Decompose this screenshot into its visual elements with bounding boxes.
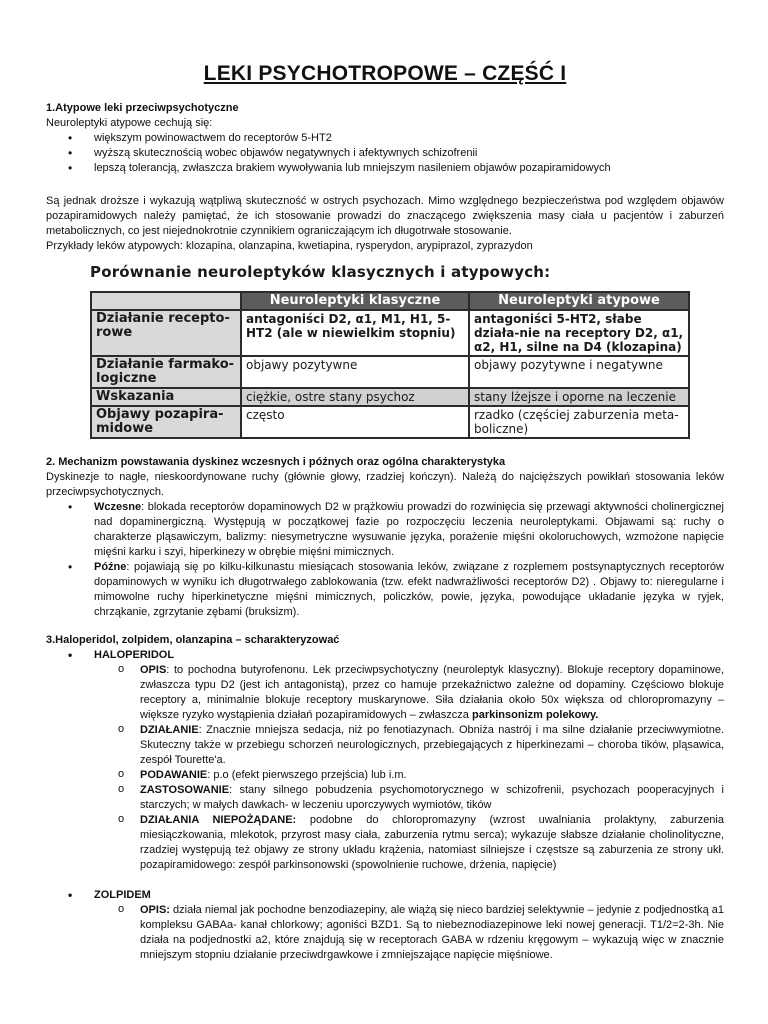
table-row	[91, 388, 689, 406]
section-heading: 2. Mechanizm powstawania dyskinez wczesnych i późnych oraz ogólna charakterystyka	[46, 456, 506, 468]
item-emphasis: parkinsonizm polekowy.	[471, 709, 599, 721]
list-item: • wyższą skutecznością wobec objawów negatywnych i afektywnych schizofrenii	[46, 146, 724, 161]
cell-classic: ciężkie, ostre stany psychoz	[241, 388, 469, 406]
list-item	[46, 723, 724, 768]
item-label: Późne	[94, 561, 127, 573]
section-dyskinesia	[46, 455, 724, 620]
item-text: : p.o (efekt pierwszego przejścia) lub i.m.	[207, 769, 407, 781]
section-zolpidem	[46, 888, 724, 963]
drug-name-haloperidol: • HALOPERIDOL	[46, 648, 724, 663]
section-intro: Neuroleptyki atypowe cechują się:	[46, 117, 213, 129]
bullet-list	[46, 131, 724, 176]
item-text: : Znacznie mniejsza sedacja, niż po fenotiazynach. Obniża nastrój i ma silne działanie przeciwwymiotne. Skuteczny także w przebiegu schorzeń neurologicznych, przebiegających z hiperkinezami – choroba tików, pląsawica, zespół Tourette'a.	[140, 724, 724, 766]
paragraph: Są jednak droższe i wykazują wątpliwą skuteczność w ostrych psychozach. Mimo względnego bezpieczeństwa pod względem objawów pozapiramidowych należy pamiętać, że ich stosowanie prowadzi do znaczącego zwiększenia masy ciała u pacjentów i zaburzeń metabolicznych, co jest niejednokrotnie czynnikiem ograniczającym ich długotrwałe stosowanie.	[46, 195, 724, 237]
column-header-classic: Neuroleptyki klasyczne	[241, 292, 469, 310]
table-corner-cell	[91, 292, 241, 310]
examples-line: Przykłady leków atypowych: klozapina, olanzapina, kwetiapina, rysperydon, arypiprazol, zyprazydon	[46, 240, 533, 252]
row-label: Wskazania	[91, 388, 241, 406]
item-text: : to pochodna butyrofenonu. Lek przeciwpsychotyczny (neuroleptyk klasyczny). Blokuje receptory dopaminowe, zwłaszcza typu D2 (jest ich antagonistą), przez co hamuje przekaźnictwo zależne od dopaminy. Częściowo blokuje receptory a, minimalnie blokuje receptory muskarynowe. Siła działania około 50x większa od chloropromazyny – większe ryzyko wystąpienia działań pozapiramidowych – zwłaszcza	[140, 664, 724, 721]
cell-atypical: rzadko (częściej zaburzenia meta-boliczne)	[469, 406, 689, 438]
cell-classic: objawy pozytywne	[241, 356, 469, 388]
item-text: : blokada receptorów dopaminowych D2 w prążkowiu prowadzi do rozwinięcia się przewagi aktywności cholinergicznej nad dopaminergiczną. Występują w początkowej fazie po rozpoczęciu leczenia neuroleptykami. Objawami są: ruchy o charakterze pląsawiczym, balizmy: niesymetryczne wysuwanie języka, porażenie mięśni okoloruchowych, wzmożone napięcie mięśni karku i szyi, hiperkinezy w obrębie mięśni mimicznych.	[94, 501, 724, 558]
item-label: OPIS:	[140, 904, 170, 916]
list-item	[46, 813, 724, 873]
list-item	[46, 783, 724, 813]
section-heading: 3.Haloperidol, zolpidem, olanzapina – scharakteryzować	[46, 634, 340, 646]
item-label: PODAWANIE	[140, 769, 208, 781]
row-label: Objawy pozapira-midowe	[91, 406, 241, 438]
column-header-atypical: Neuroleptyki atypowe	[469, 292, 689, 310]
table-header-row	[91, 292, 689, 310]
list-item	[46, 663, 724, 723]
item-label: DZIAŁANIE	[140, 724, 199, 736]
section-intro: Dyskinezje to nagłe, nieskoordynowane ruchy (głównie głowy, rzadziej kończyn). Należą do najcięższych powikłań stosowania leków przeciwpsychotycznych.	[46, 471, 724, 498]
list-item	[46, 560, 724, 620]
item-text: : pojawiają się po kilku-kilkunastu miesiącach stosowania leków, związane z rozplemem postsynaptycznych receptorów dopaminowych w wyniku ich długotrwałego zablokowania (tzw. efekt nadwrażliwości receptorów D2) . Objawy to: nieregularne i mimowolne ruchy hiperkinetyczne mięśni mimicznych, policzków, powie, języka, powodujące układanie języka w ryjek, chrząkanie, zgrzytanie zębami (bruksizm).	[94, 561, 724, 618]
row-label: Działanie recepto-rowe	[91, 310, 241, 356]
item-text: działa niemal jak pochodne benzodiazepiny, ale wiążą się nieco bardziej selektywnie – jedynie z podjednostką a1 kompleksu GABAa- kanał chlorkowy; agoniści BZD1. Są to niebeznodiazepinowe leki nowej generacji. T1/2=2-3h. Nie działa na podjednostki a2, które znajdują się w receptorach GABA w rdzeniu kręgowym – wykazują więc w znacznie mniejszym stopniu działanie przeciwdrgawkowe i zmniejszające napięcie mięśniowe.	[140, 904, 724, 961]
sub-list	[46, 903, 724, 963]
drug-name-zolpidem: • ZOLPIDEM	[46, 888, 724, 903]
cell-classic: często	[241, 406, 469, 438]
table-row	[91, 406, 689, 438]
list-item: • lepszą tolerancją, zwłaszcza brakiem wywoływania lub mniejszym nasileniem objawów pozapiramidowych	[46, 161, 724, 176]
bullet-list	[46, 500, 724, 620]
list-item	[46, 768, 724, 783]
table-row	[91, 310, 689, 356]
item-text: : stany silnego pobudzenia psychomotorycznego w schizofrenii, psychozach pooperacyjnych i starczych; w małych dawkach- w leczeniu uporczywych wymiotów, tików	[140, 784, 724, 811]
table-row	[91, 356, 689, 388]
item-label: DZIAŁANIA NIEPOŻĄDANE:	[140, 814, 297, 826]
item-text: podobne do chloropromazyny (wzrost uwalniania prolaktyny, zaburzenia miesiączkowania, mlekotok, przyrost masy ciała, zaburzenia rytmu serca); wykazuje słabsze działanie cholinolityczne, rzadziej występują też objawy ze strony układu krążenia, natomiast silniejsze i częstsze są zaburzenia ze strony ukł. pozapiramidowego: zespół parkinsonowski (spowolnienie ruchowe, drżenia, napięcie)	[140, 814, 724, 871]
section-heading: 1.Atypowe leki przeciwpsychotyczne	[46, 102, 239, 114]
cell-atypical: antagoniści 5-HT2, słabe działa-nie na receptory D2, α1, α2, H1, silne na D4 (klozapina)	[469, 310, 689, 356]
item-label: OPIS	[140, 664, 167, 676]
page-title: LEKI PSYCHOTROPOWE – CZĘŚĆ I	[203, 62, 567, 85]
list-item	[46, 500, 724, 560]
comparison-grid	[90, 291, 690, 439]
cell-classic: antagoniści D2, α1, M1, H1, 5-HT2 (ale w niewielkim stopniu)	[241, 310, 469, 356]
item-label: Wczesne	[94, 501, 142, 513]
row-label: Działanie farmako-logiczne	[91, 356, 241, 388]
list-item	[46, 903, 724, 963]
table-title: Porównanie neuroleptyków klasycznych i atypowych:	[90, 263, 551, 281]
section-drugs	[46, 633, 724, 873]
sub-list	[46, 663, 724, 873]
cell-atypical: stany lżejsze i oporne na leczenie	[469, 388, 689, 406]
list-item: • większym powinowactwem do receptorów 5-HT2	[46, 131, 724, 146]
section-atypical	[46, 101, 724, 176]
item-label: ZASTOSOWANIE	[140, 784, 230, 796]
cell-atypical: objawy pozytywne i negatywne	[469, 356, 689, 388]
comparison-table	[90, 263, 690, 439]
